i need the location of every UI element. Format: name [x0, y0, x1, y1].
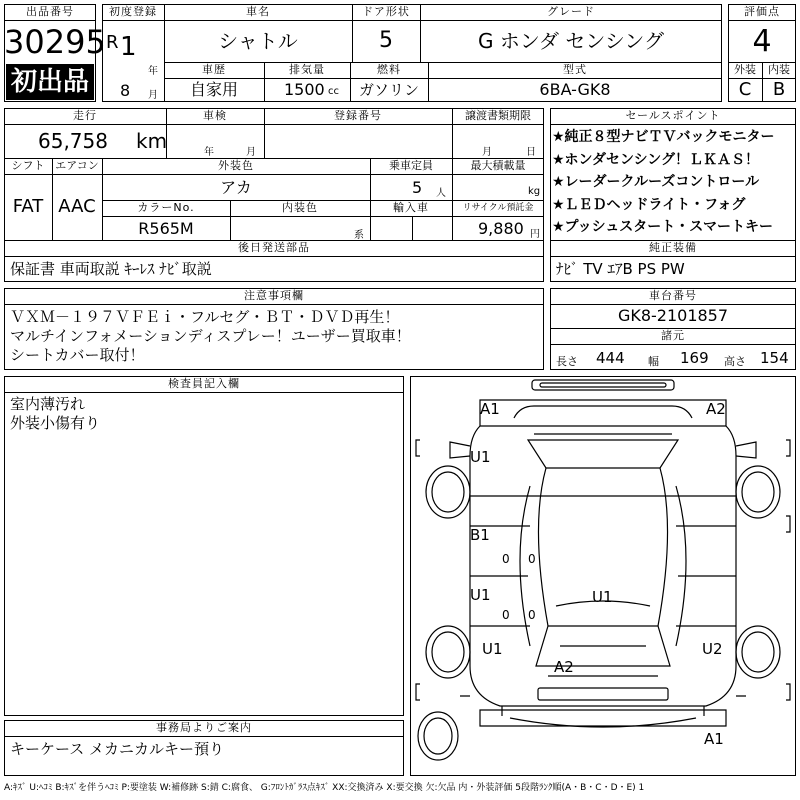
notes-lines: [10, 308, 411, 365]
inspection-label: 車検: [203, 109, 227, 122]
reg-month: 8: [120, 81, 131, 100]
damage-mark: U1: [592, 588, 613, 606]
history-value: 自家用: [189, 80, 238, 99]
recycle-label: リサイクル預託金: [462, 203, 534, 213]
shift-value: FAT: [12, 196, 44, 217]
transfer-month-unit: 月: [482, 147, 492, 158]
width-value: 169: [680, 349, 709, 367]
notes-line: シートカバー取付！: [10, 346, 145, 364]
damage-zero: 0: [528, 552, 536, 566]
damage-zero: 0: [528, 608, 536, 622]
damage-zero: 0: [502, 552, 510, 566]
score-value: 4: [752, 24, 772, 59]
grade-label: グレード: [547, 5, 595, 18]
first-listing-text: 初出品: [10, 67, 89, 97]
reg-year: 1: [120, 32, 137, 62]
ac-label: エアコン: [55, 159, 99, 172]
damage-mark: A1: [480, 400, 500, 418]
inspector-label: 検査員記入欄: [168, 377, 240, 390]
reg-month-unit: 月: [148, 90, 158, 101]
damage-zero: 0: [502, 608, 510, 622]
recycle-value: 9,880: [478, 219, 524, 238]
later-parts-value: 保証書 車両取説 ｷｰﾚｽ ﾅﾋﾞ取説: [10, 260, 212, 278]
sales-point-item: ★ＬＥＤヘッドライト・フォグ: [552, 196, 746, 213]
notes-line: ＶＸＭ－１９７ＶＦＥｉ・フルセグ・ＢＴ・ＤＶＤ再生！: [10, 308, 400, 326]
chassis-label: 車台番号: [649, 289, 697, 302]
transfer-label: 譲渡書類期限: [465, 109, 531, 122]
import-label: 輸入車: [393, 201, 429, 214]
notes-label: 注意事項欄: [244, 289, 304, 302]
reg-year-unit: 年: [148, 66, 158, 77]
capacity-value: 5: [412, 178, 423, 197]
damage-mark: B1: [470, 526, 490, 544]
fuel-label: 燃料: [377, 63, 401, 76]
score-label: 評価点: [744, 5, 780, 18]
inspector-line: 外装小傷有り: [10, 414, 101, 432]
model-value: 6BA-GK8: [539, 80, 611, 99]
load-label: 最大積載量: [470, 159, 526, 172]
inspector-lines: [10, 395, 100, 433]
recycle-unit: 円: [530, 229, 540, 240]
mileage-label: 走行: [73, 109, 97, 122]
damage-mark: U1: [470, 586, 491, 604]
displacement-label: 排気量: [289, 63, 325, 76]
lot-label: 出品番号: [26, 5, 74, 18]
displacement-unit: cc: [328, 86, 339, 97]
inspection-month-unit: 月: [246, 147, 256, 158]
capacity-label: 乗車定員: [389, 159, 433, 172]
color-no-label: カラーNo.: [137, 201, 195, 214]
dims-label: 諸元: [661, 329, 685, 342]
transfer-day-unit: 日: [526, 147, 536, 158]
height-value: 154: [760, 349, 789, 367]
score-ext-value: C: [738, 79, 752, 100]
inspection-year-unit: 年: [204, 147, 214, 158]
mileage-value: 65,758: [38, 129, 108, 153]
model-label: 型式: [563, 63, 587, 76]
sales-point-item: ★プッシュスタート・スマートキー: [552, 219, 774, 236]
sales-points-label: セールスポイント: [625, 109, 721, 122]
score-int-value: B: [772, 79, 786, 100]
color-no-value: R565M: [138, 219, 194, 238]
later-parts-label: 後日発送部品: [238, 241, 310, 254]
exterior-color-label: 外装色: [218, 159, 254, 172]
height-label: 高さ: [724, 355, 746, 368]
car-diagram: [410, 376, 796, 776]
width-label: 幅: [648, 355, 659, 368]
notes-line: マルチインフォメーションディスプレー！ユーザー買取車！: [10, 327, 411, 345]
capacity-unit: 人: [436, 188, 446, 199]
fuel-value: ガソリン: [358, 81, 419, 99]
displacement-value: 1500: [284, 80, 325, 99]
damage-mark: A2: [706, 400, 726, 418]
sales-point-item: ★レーダークルーズコントロール: [552, 174, 760, 191]
office-value: キーケース メカニカルキー預り: [10, 740, 225, 758]
score-int-label: 内装: [768, 63, 790, 76]
ac-value: AAC: [58, 196, 96, 217]
damage-mark: U1: [482, 640, 503, 658]
history-label: 車歴: [202, 63, 226, 76]
interior-color-label: 内装色: [282, 201, 318, 214]
chassis-value: GK8-2101857: [617, 306, 729, 325]
sales-point-item: ★純正８型ナビＴＶバックモニター: [552, 129, 775, 145]
office-label: 事務局よりご案内: [156, 721, 252, 734]
load-unit: kg: [528, 186, 541, 197]
car-name: シャトル: [218, 29, 298, 53]
exterior-color-value: アカ: [220, 178, 252, 197]
damage-mark: U2: [702, 640, 723, 658]
damage-mark: A2: [554, 658, 574, 676]
interior-color-unit: 系: [354, 230, 364, 241]
lot-number: 30295: [4, 23, 106, 61]
reg-label: 初度登録: [109, 5, 157, 18]
plate-label: 登録番号: [334, 109, 382, 122]
mileage-unit: km: [136, 129, 168, 153]
reg-era: R: [106, 32, 119, 53]
damage-mark: U1: [470, 448, 491, 466]
length-label: 長さ: [556, 355, 578, 368]
legend-text: A:ｷｽﾞ U:ﾍｺﾐ B:ｷｽﾞを伴うﾍｺﾐ P:要塗装 W:補修跡 S:錆 C:腐食、 G:ﾌﾛﾝﾄｶﾞﾗｽ点ｷｽﾞ XX:交換済み X:要交換 欠:欠品 内・外装評価 5段階ﾗﾝｸ順(A・B・C・D・E) 1: [4, 783, 645, 793]
grade-value: G ホンダ センシング: [477, 29, 664, 53]
sales-points-list: [552, 126, 796, 239]
score-ext-label: 外装: [734, 63, 756, 76]
equipment-value: ﾅﾋﾞ TV ｴｱB PS PW: [556, 260, 685, 278]
sales-point-item: ★ホンダセンシング！ＬＫＡＳ！: [552, 151, 760, 168]
equipment-label: 純正装備: [649, 241, 697, 254]
car-label: 車名: [246, 5, 270, 18]
shift-label: シフト: [11, 159, 45, 172]
doors-label: ドア形状: [362, 5, 410, 18]
doors-value: 5: [379, 28, 393, 53]
damage-mark: A1: [704, 730, 724, 748]
length-value: 444: [596, 349, 625, 367]
inspector-line: 室内薄汚れ: [10, 395, 86, 413]
